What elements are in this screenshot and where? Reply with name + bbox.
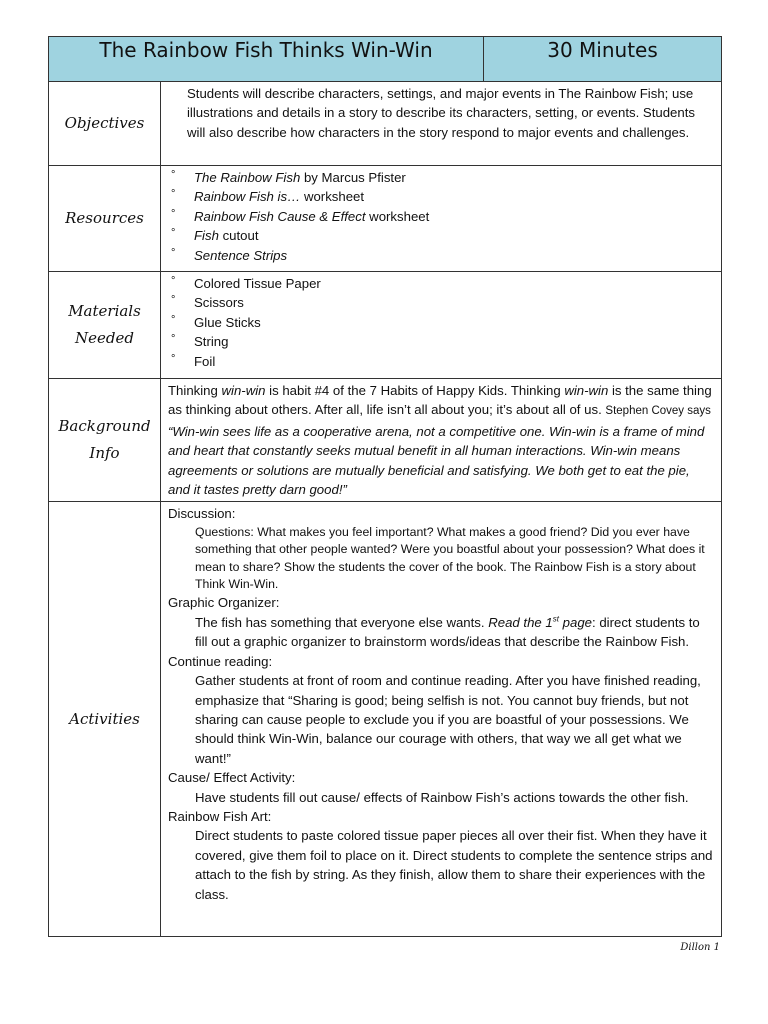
header-row <box>49 37 722 82</box>
resources-list-cell <box>161 166 722 272</box>
cause-effect-heading: Cause/ Effect Activity: <box>168 770 296 786</box>
bullet-icon: ° <box>171 333 176 346</box>
lesson-duration: 30 Minutes <box>484 37 722 82</box>
material-item: ° Foil <box>168 352 715 371</box>
resource-item: ° Fish cutout <box>168 226 715 245</box>
bullet-icon: ° <box>171 169 176 181</box>
objectives-text: Students will describe characters, settings, and major events in The Rainbow Fish; use illustrations and details in a story to describe its characters, setting, or events. Students will also describe how characters in the story respond to major events and challenges. <box>161 82 722 166</box>
bullet-icon: ° <box>171 227 176 240</box>
activities-label: Activities <box>49 502 161 937</box>
lesson-plan-table <box>48 36 722 937</box>
organizer-text: The fish has something that everyone else wants. Read the 1st page: direct students to fill out a graphic organizer to brainstorm words/ideas that describe the Rainbow Fish. <box>195 614 700 650</box>
bullet-icon: ° <box>171 246 176 259</box>
resource-item: ° Rainbow Fish is… worksheet <box>168 187 715 206</box>
material-item: ° Scissors <box>168 293 715 312</box>
continue-heading: Continue reading: <box>168 653 273 669</box>
background-text: Thinking win-win is habit #4 of the 7 Habits of Happy Kids. Thinking win-win is the same thing as thinking about others. After all, life isn’t all about you; it’s about all of us. Stephen Covey says “Win-win sees life as a cooperative arena, not a competitive one. Win-win is a frame of mind and heart that constantly seeks mutual benefit in all human interactions. Win-win means agreements or solutions are mutually beneficial and satisfying. We both get to eat the pie, and it tastes pretty darn good!” <box>161 379 722 502</box>
objectives-row <box>49 82 722 166</box>
art-text: Direct students to paste colored tissue paper pieces all over their fist. When they have it covered, give them foil to place on it. Direct students to complete the sentence strips and attach to the fish by string. As they finish, allow them to share their experiences with the class. <box>195 828 713 902</box>
discussion-text: Questions: What makes you feel important? What makes a good friend? Did you ever have something that other people wanted? Were you boastful about your possession? What does it mean to share? Show the students the cover of the book. The Rainbow Fish is a story about Think Win-Win. <box>195 524 705 592</box>
material-item: ° Glue Sticks <box>168 313 715 332</box>
bullet-icon: ° <box>171 188 176 201</box>
lesson-title: The Rainbow Fish Thinks Win-Win <box>49 37 484 82</box>
background-row <box>49 379 722 502</box>
background-label: Background Info <box>49 379 161 502</box>
resources-list <box>168 168 715 265</box>
materials-row <box>49 272 722 379</box>
bullet-icon: ° <box>171 313 176 326</box>
materials-list-cell <box>161 272 722 379</box>
covey-attribution: Stephen Covey says <box>605 405 711 418</box>
art-heading: Rainbow Fish Art: <box>168 808 272 824</box>
materials-list <box>168 274 715 371</box>
discussion-heading: Discussion: <box>168 506 236 522</box>
material-item: ° String <box>168 332 715 351</box>
objectives-label: Objectives <box>49 82 161 166</box>
page-footer: Dillon 1 <box>680 942 720 953</box>
bullet-icon: ° <box>171 275 176 287</box>
activities-cell <box>161 502 722 937</box>
resources-row <box>49 166 722 272</box>
continue-text: Gather students at front of room and continue reading. After you have finished reading, emphasize that “Sharing is good; being selfish is not. You cannot buy friends, but not sharing can cause people to exclude you if you are boastful of your possessions. We should think Win-Win, balance our courage with others, that way we all get what we want!” <box>195 673 701 766</box>
material-item: ° Colored Tissue Paper <box>168 274 715 293</box>
cause-effect-text: Have students fill out cause/ effects of Rainbow Fish’s actions towards the other fish. <box>195 789 689 805</box>
resource-item: ° Sentence Strips <box>168 246 715 265</box>
activities-row <box>49 502 722 937</box>
bullet-icon: ° <box>171 352 176 365</box>
resource-item: ° Rainbow Fish Cause & Effect worksheet <box>168 207 715 226</box>
resources-label: Resources <box>49 166 161 272</box>
bullet-icon: ° <box>171 294 176 307</box>
covey-quote: “Win-win sees life as a cooperative arena, not a competitive one. Win-win is a frame of mind and heart that constantly seeks mutual benefit in all human interactions. Win-win means agreements or solutions are mutually beneficial and satisfying. We both get to eat the pie, and it tastes pretty darn good!” <box>168 423 705 498</box>
lesson-plan-page <box>48 36 721 937</box>
resource-item: ° The Rainbow Fish by Marcus Pfister <box>168 168 715 187</box>
bullet-icon: ° <box>171 207 176 220</box>
organizer-heading: Graphic Organizer: <box>168 595 280 611</box>
materials-label: Materials Needed <box>49 272 161 379</box>
